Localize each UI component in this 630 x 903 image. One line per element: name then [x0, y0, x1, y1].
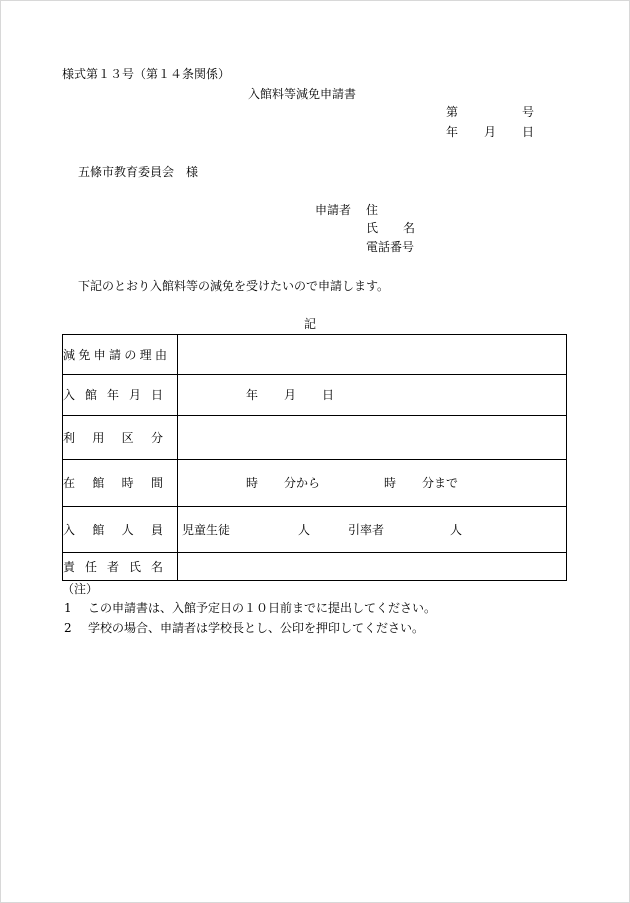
- students-unit: 人: [298, 522, 311, 537]
- stay-minute-to: 分まで: [422, 476, 459, 490]
- visit-day: 日: [322, 388, 335, 402]
- label-char: の: [124, 347, 137, 362]
- students-label: 児童生徒: [182, 522, 231, 537]
- note-2-text: 学校の場合、申請者は学校長とし、公印を押印してください。: [88, 621, 425, 635]
- row-usage: [63, 416, 567, 460]
- stay-time-label-chars: [63, 477, 163, 489]
- label-char: 請: [108, 347, 121, 362]
- visit-date-value[interactable]: [178, 375, 567, 416]
- label-char: 月: [128, 388, 141, 402]
- label-char: 減: [63, 347, 76, 362]
- label-char: 在: [63, 476, 76, 490]
- label-char: 利: [63, 430, 76, 445]
- row-stay-time: [63, 460, 567, 507]
- application-table: [62, 334, 567, 581]
- row-visit-date: [63, 375, 567, 416]
- row-visitors: [63, 507, 567, 553]
- label-char: 入: [63, 522, 76, 537]
- visitors-label-chars: [63, 524, 163, 536]
- reason-value[interactable]: [178, 335, 567, 375]
- note-2-number: 2: [64, 621, 72, 635]
- label-char: 免: [78, 347, 91, 362]
- label-char: 間: [150, 476, 163, 490]
- label-char: 分: [150, 430, 163, 445]
- intro-text: 下記のとおり入館料等の減免を受けたいので申請します。: [78, 279, 390, 293]
- label-char: 人: [121, 522, 134, 537]
- label-char: 由: [154, 347, 167, 362]
- responsible-label: [63, 553, 178, 581]
- label-char: 者: [106, 559, 119, 574]
- applicant-address-label: 住: [366, 203, 379, 217]
- leaders-label: 引率者: [348, 522, 385, 537]
- label-char: 年: [106, 388, 119, 402]
- applicant-label: 申請者: [315, 203, 352, 217]
- label-char: 責: [63, 559, 76, 574]
- applicant-name-label-2: 名: [403, 221, 416, 235]
- usage-label: [63, 416, 178, 460]
- date-year: 年: [446, 125, 459, 139]
- visit-year: 年: [246, 388, 259, 402]
- form-number: 様式第１３号（第１４条関係）: [62, 67, 231, 81]
- stay-time-label: [63, 460, 178, 507]
- note-1-text: この申請書は、入館予定日の１０日前までに提出してください。: [88, 601, 437, 615]
- applicant-name-label-1: 氏: [366, 221, 379, 235]
- label-char: 用: [92, 430, 105, 445]
- date-month: 月: [484, 125, 497, 139]
- row-reason: [63, 335, 567, 375]
- addressee: 五條市教育委員会 様: [78, 165, 199, 179]
- stay-time-value[interactable]: [178, 460, 567, 507]
- form-title: 入館料等減免申請書: [248, 87, 357, 101]
- doc-number-dai: 第: [446, 105, 459, 119]
- label-char: 名: [150, 559, 163, 574]
- note-1-number: 1: [64, 601, 72, 615]
- stay-hour-from: 時: [246, 476, 259, 490]
- stay-hour-to: 時: [384, 476, 397, 490]
- reason-label: [63, 335, 178, 375]
- label-char: 入: [63, 388, 76, 402]
- usage-label-chars: [63, 432, 163, 444]
- label-char: 氏: [128, 559, 141, 574]
- label-char: 員: [150, 522, 163, 537]
- notes-header: （注）: [62, 582, 99, 596]
- visitors-value[interactable]: [178, 507, 567, 553]
- label-char: 館: [84, 388, 97, 402]
- label-char: 申: [93, 347, 106, 362]
- label-char: 時: [121, 476, 134, 490]
- label-char: 日: [150, 388, 163, 402]
- responsible-label-chars: [63, 561, 163, 573]
- leaders-unit: 人: [450, 522, 463, 537]
- label-char: 館: [92, 476, 105, 490]
- usage-value[interactable]: [178, 416, 567, 460]
- visit-date-label-chars: [63, 389, 163, 401]
- label-char: 任: [84, 559, 97, 574]
- visit-month: 月: [284, 388, 297, 402]
- stay-minute-from: 分から: [284, 476, 321, 490]
- label-char: 理: [139, 347, 152, 362]
- reason-label-chars: [63, 349, 167, 361]
- visit-date-label: [63, 375, 178, 416]
- label-char: 区: [121, 430, 134, 445]
- doc-number-go: 号: [522, 105, 535, 119]
- row-responsible: [63, 553, 567, 581]
- label-char: 館: [92, 522, 105, 537]
- applicant-phone-label: 電話番号: [366, 240, 415, 254]
- ki-label: 記: [304, 317, 317, 331]
- responsible-value[interactable]: [178, 553, 567, 581]
- visitors-label: [63, 507, 178, 553]
- date-day: 日: [522, 125, 535, 139]
